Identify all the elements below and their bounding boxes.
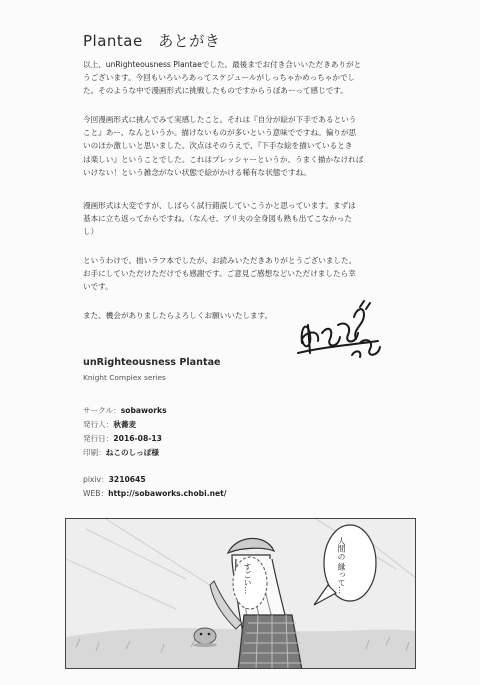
credit-value: sobaworks — [120, 406, 167, 415]
handwritten-signature — [294, 295, 384, 365]
credit-publisher — [83, 419, 136, 430]
credit-value: ねこのしっぽ様 — [105, 448, 159, 457]
speech-bubble-text: すごい… — [243, 563, 252, 595]
credit-date — [83, 433, 162, 444]
book-title: unRighteousness Plantae — [83, 357, 221, 368]
speech-bubble-text: 人間の 縁って… — [337, 537, 346, 595]
manga-illustration — [65, 518, 416, 669]
link-label: pixiv： — [83, 475, 109, 484]
afterword-paragraph-5: また、機会がありましたらよろしくお願いいたします。 — [83, 311, 273, 320]
credit-label: 発行人： — [83, 420, 114, 429]
link-label: WEB： — [83, 489, 109, 498]
page-title: Plantae あとがき — [83, 32, 221, 50]
afterword-paragraph-2: 今回漫画形式に挑んでみて実感したこと。それは『自分が絵が下手であるという こと』あー、なんというか。描けないものが多いという意味でですね。偏りが思 いのほか激しいと思いました。次点はそのうえで、『下手な絵を描いているとき は楽しい』ということでした。これはプレッシャーというか、うまく描かなければ いけない！という雑念がない状態で絵がかける稀有な状態ですね。 — [83, 115, 364, 177]
illustration-drawing — [66, 519, 416, 669]
credit-label: 印刷： — [83, 448, 106, 457]
pixiv-id — [83, 474, 146, 485]
series-name: Knight Complex series — [83, 373, 166, 382]
afterword-paragraph-4: というわけで、拙いラフ本でしたが、お読みいただきありがとうございました。 お手にしていただけただけでも感謝です。ご意見ご感想などいただけましたら幸 いです。 — [83, 256, 357, 292]
credit-circle — [83, 405, 167, 416]
web-url — [83, 488, 227, 499]
credit-label: サークル： — [83, 406, 121, 415]
afterword-paragraph-1: 以上、unRighteousness Plantaeでした。最後までお付き合いいただきありがと うございます。今回もいろいろあってスケジュールがしっちゃかめっちゃかでし た。そのような中で漫画形式に挑戦したものですからうぼあーって感じです。 — [83, 60, 362, 96]
credit-value: 秋蕎麦 — [113, 420, 137, 429]
web-link[interactable]: http://sobaworks.chobi.net/ — [108, 489, 227, 498]
credit-label: 発行日： — [83, 434, 114, 443]
credit-value: 2016-08-13 — [113, 434, 162, 443]
link-value: 3210645 — [108, 475, 146, 484]
afterword-paragraph-3: 漫画形式は大変ですが、しばらく試行錯誤していこうかと思っています。まずは 基本に立ち返ってからですね。（なんせ、プリ夫の全身図も熟も出てこなかった し） — [83, 201, 356, 237]
credit-printer — [83, 447, 159, 458]
